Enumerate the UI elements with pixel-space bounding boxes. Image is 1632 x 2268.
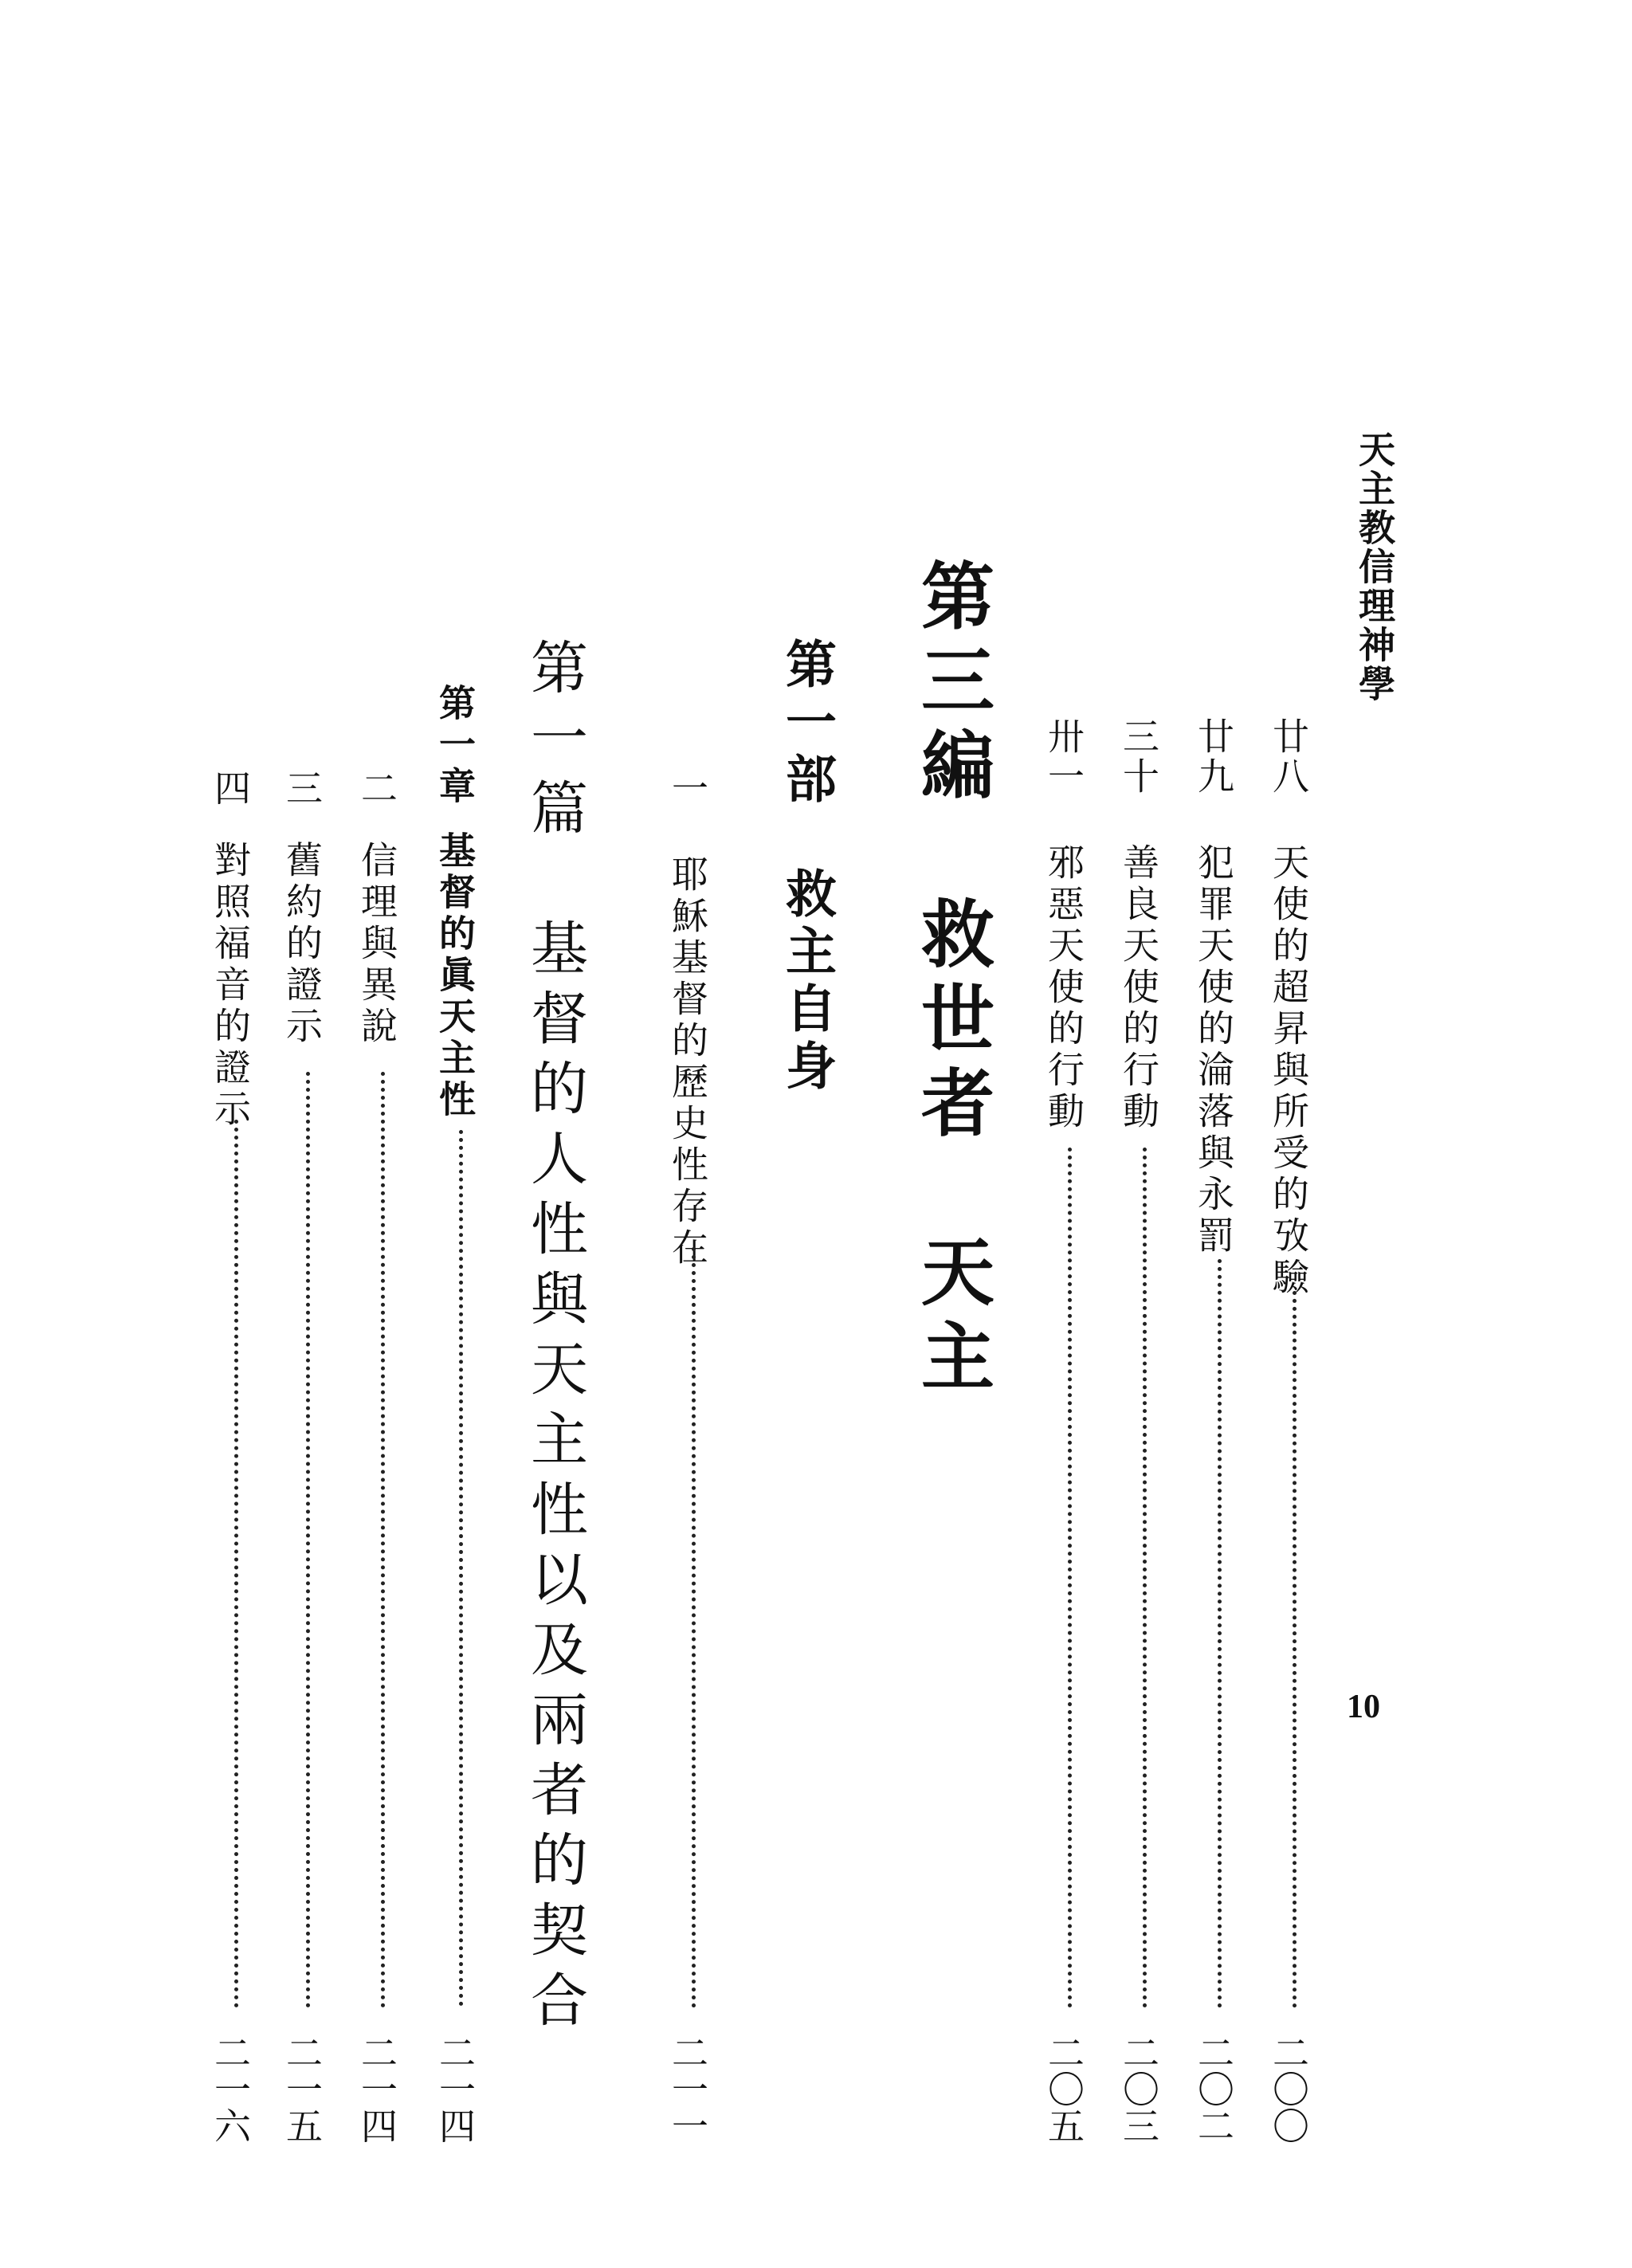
chapter-number: 第一章 (434, 684, 477, 808)
entry-title: 犯罪天使的淪落與永罰 (1192, 843, 1235, 1258)
entry-page: 二〇三 (1117, 2034, 1160, 2144)
chapter-title: 基督的眞天主性 (434, 831, 477, 1121)
entry-page: 二一一 (666, 2034, 709, 2144)
dot-leader (459, 1130, 463, 2007)
entry-page: 二〇二 (1192, 2034, 1235, 2144)
toc-entry-31 (1042, 717, 1096, 2144)
toc-entry-30 (1117, 717, 1171, 2144)
entry-title: 善良天使的行動 (1117, 843, 1160, 1133)
dot-leader (234, 1120, 238, 2008)
entry-title: 邪惡天使的行動 (1042, 843, 1085, 1133)
entry-number: 廿九 (1192, 717, 1235, 797)
entry-title: 信理與異說 (355, 841, 398, 1048)
entry-number: 四 (209, 769, 252, 809)
entry-title: 耶穌基督的歷史性存在 (666, 855, 709, 1269)
toc-entry-part-1 (666, 769, 720, 2144)
entry-page: 二一四 (355, 2034, 398, 2144)
section-heading: 第三編 救世者 天主 (909, 558, 994, 1403)
toc-entry-29 (1192, 717, 1246, 2144)
entry-number: 二 (355, 769, 398, 809)
entry-number: 三十 (1117, 717, 1160, 797)
entry-page: 二一六 (209, 2034, 252, 2144)
entry-page: 二〇〇 (1267, 2034, 1310, 2144)
dot-leader (692, 1247, 696, 2008)
dot-leader (381, 1072, 385, 2008)
part-heading: 第一部 救主自身 (777, 638, 836, 1097)
dot-leader (1143, 1148, 1147, 2008)
toc-entry-28 (1267, 717, 1321, 2144)
dot-leader (1293, 1291, 1297, 2008)
entry-page: 二〇五 (1042, 2034, 1085, 2144)
dot-leader (1218, 1259, 1222, 2008)
page-number: 10 (1347, 1689, 1380, 1725)
book-heading: 第一篇 基督的人性與天主性以及兩者的契合 (521, 638, 588, 2040)
dot-leader (1068, 1148, 1072, 2008)
entry-title: 天使的超昇與所受的攷驗 (1267, 843, 1310, 1299)
entry-number: 卅一 (1042, 717, 1085, 797)
dot-leader (306, 1072, 310, 2008)
toc-entry-3 (280, 769, 335, 2144)
entry-number: 廿八 (1267, 717, 1310, 797)
entry-page: 二一四 (434, 2034, 477, 2144)
toc-entry-4 (209, 769, 263, 2144)
toc-entry-2 (355, 769, 410, 2144)
entry-number: 一 (666, 769, 709, 809)
running-title: 天主教信理神學 (1353, 430, 1396, 704)
entry-title: 舊約的證示 (280, 841, 324, 1048)
entry-title: 對照福音的證示 (209, 841, 252, 1131)
entry-number: 三 (280, 769, 324, 809)
toc-entry-chapter-1 (434, 684, 488, 2144)
entry-page: 二一五 (280, 2034, 324, 2144)
